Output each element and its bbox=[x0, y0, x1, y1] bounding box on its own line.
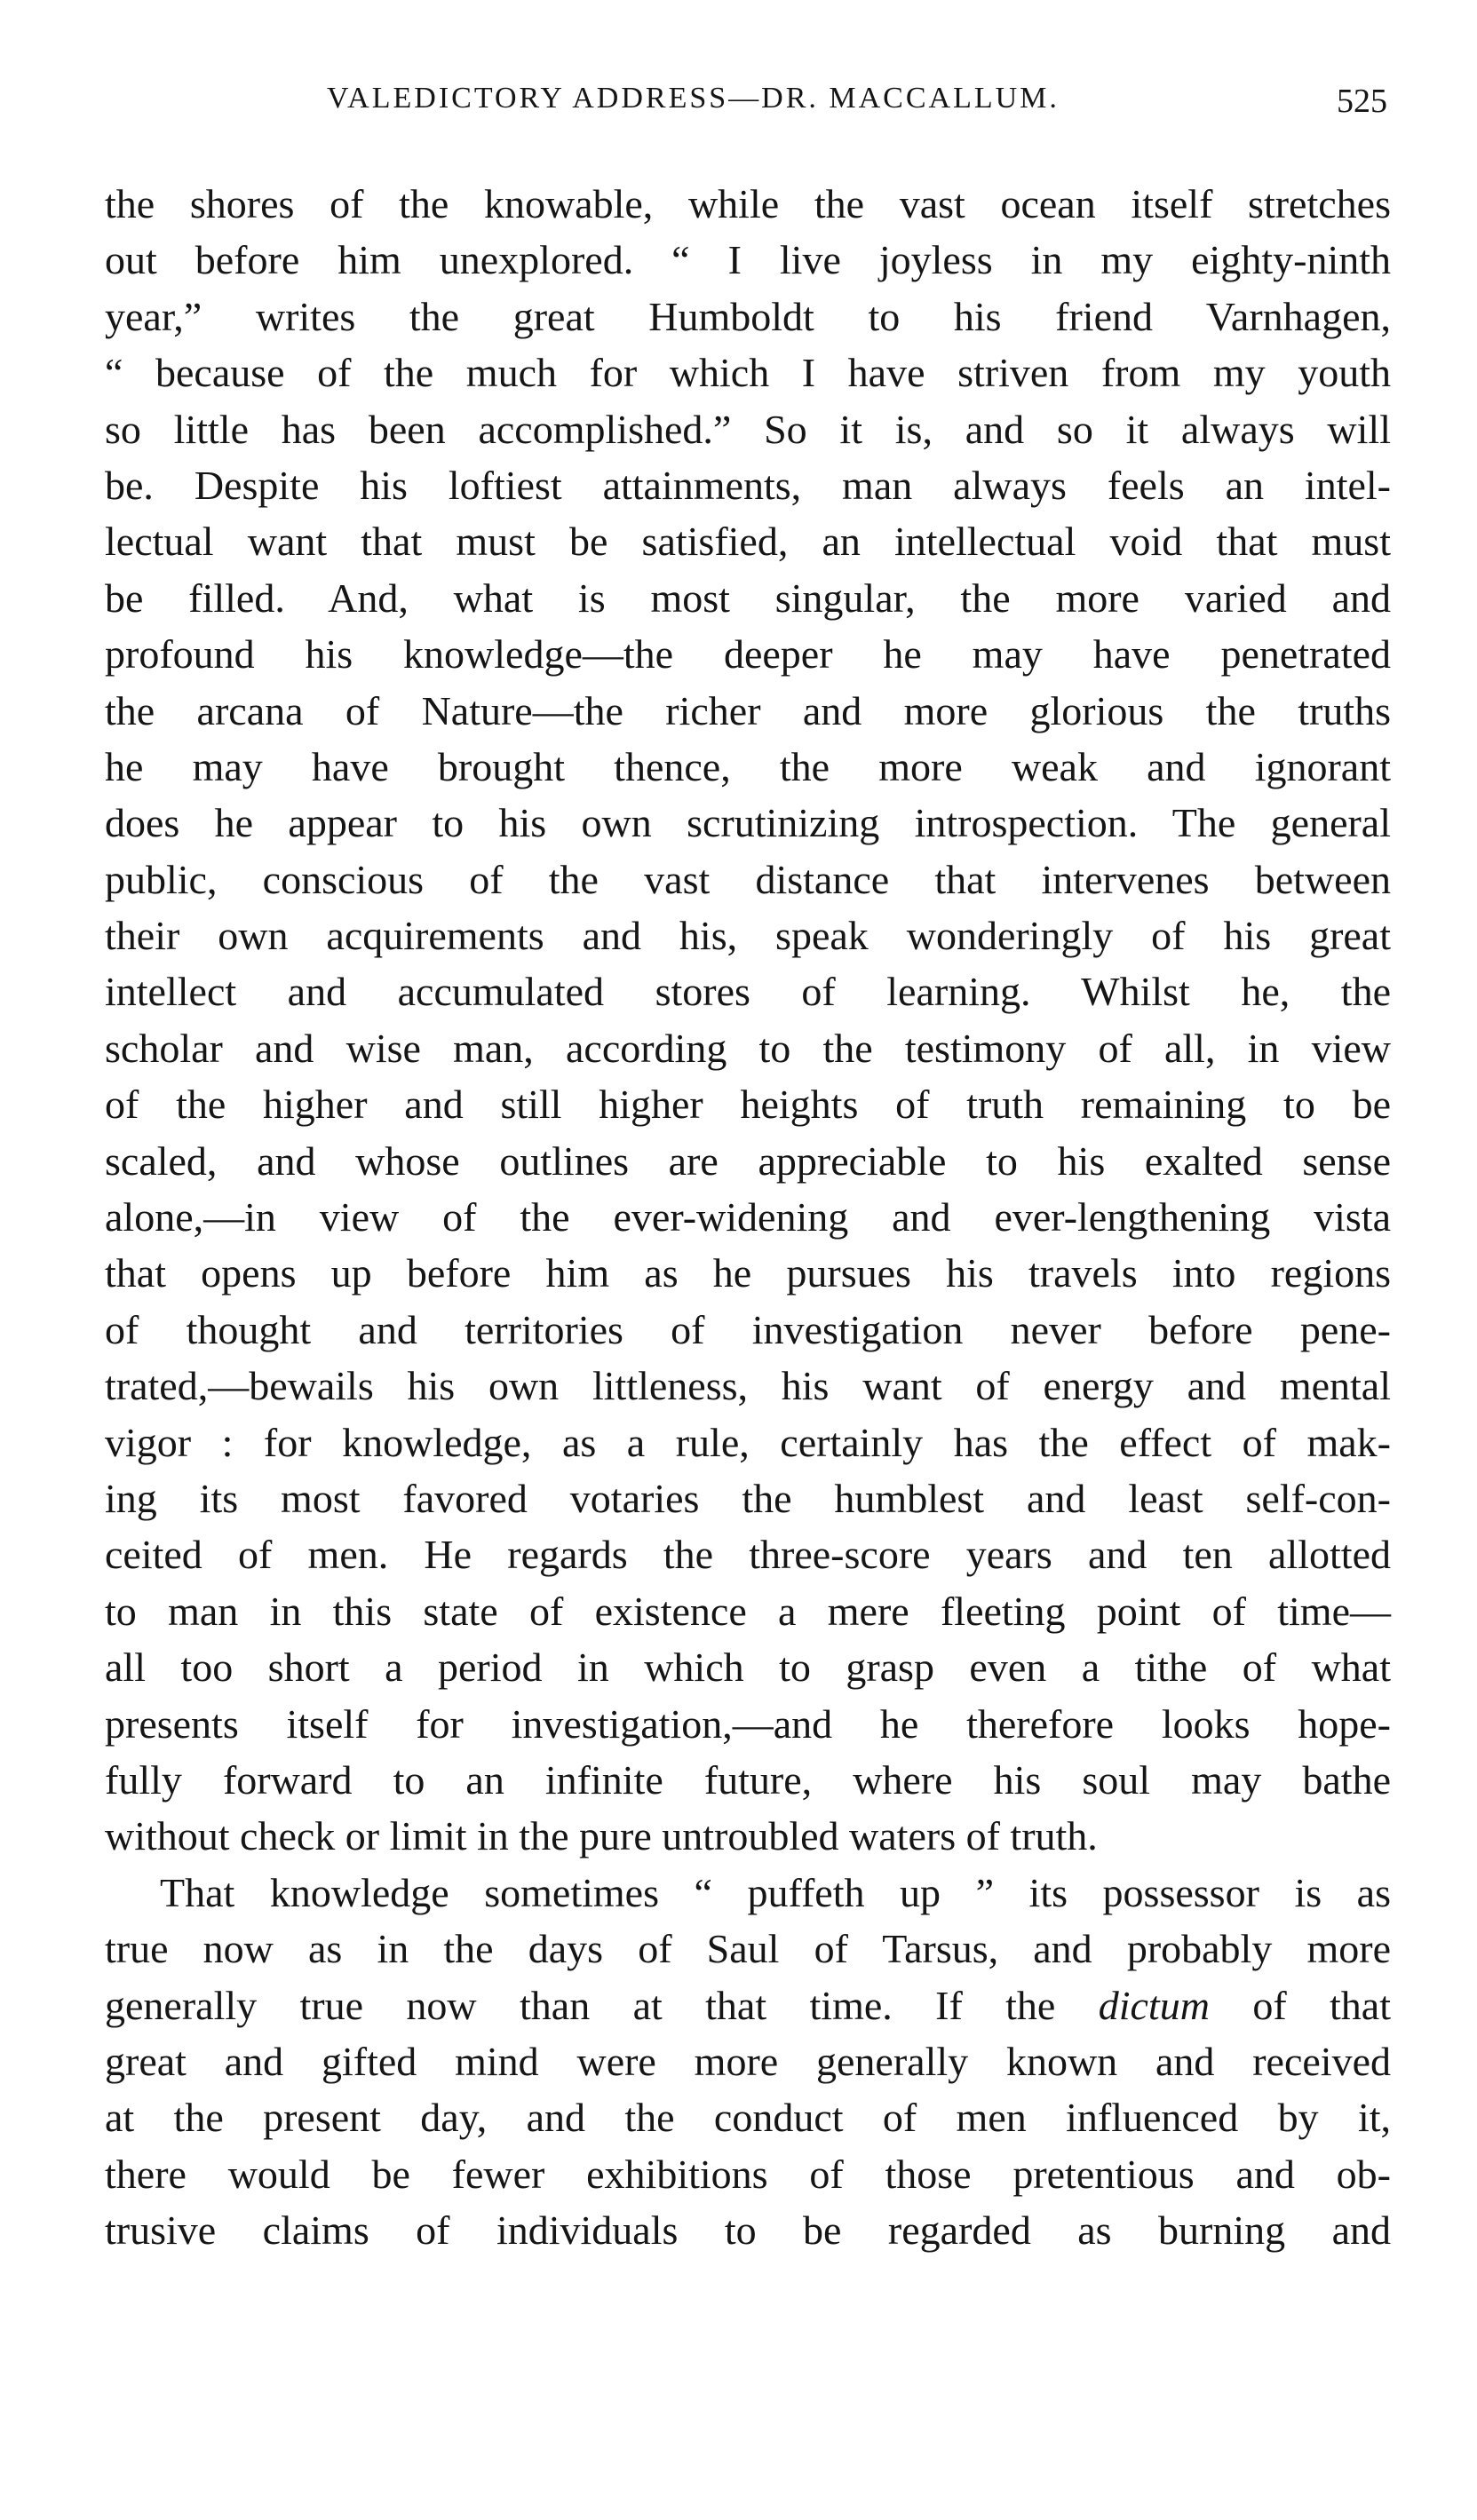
text-line: vigor : for knowledge, as a rule, certainly has the effect of mak- bbox=[105, 1419, 1391, 1465]
text-line: there would be fewer exhibitions of those pretentious and ob- bbox=[105, 2151, 1391, 2197]
text-line: to man in this state of existence a mere fleeting point of time— bbox=[105, 1588, 1391, 1634]
text-line: presents itself for investigation,—and he therefore looks hope- bbox=[105, 1700, 1391, 1747]
text-line: scholar and wise man, according to the testimony of all, in view bbox=[105, 1025, 1391, 1071]
text-line: scaled, and whose outlines are appreciable to his exalted sense bbox=[105, 1137, 1391, 1184]
text-line: true now as in the days of Saul of Tarsus, and probably more bbox=[105, 1926, 1391, 1972]
text-segment: generally true now than at that time. If the bbox=[105, 1982, 1099, 2028]
text-line: that opens up before him as he pursues his travels into regions bbox=[105, 1250, 1391, 1296]
text-line: out before him unexplored. “ I live joyless in my eighty-ninth bbox=[105, 237, 1391, 283]
text-line: great and gifted mind were more generally known and received bbox=[105, 2038, 1391, 2084]
text-line: at the present day, and the conduct of men influenced by it, bbox=[105, 2095, 1391, 2141]
running-head bbox=[105, 82, 1410, 135]
running-title: VALEDICTORY ADDRESS—DR. MACCALLUM. bbox=[327, 82, 1060, 115]
text-line: ceited of men. He regards the three-score years and ten allotted bbox=[105, 1532, 1391, 1578]
text-line: public, conscious of the vast distance that intervenes between bbox=[105, 856, 1391, 902]
text-line: of the higher and still higher heights of truth remaining to be bbox=[105, 1082, 1391, 1128]
text-line: fully forward to an infinite future, where his soul may bathe bbox=[105, 1756, 1391, 1803]
text-line: does he appear to his own scrutinizing introspection. The general bbox=[105, 800, 1391, 846]
text-line: trated,—bewails his own littleness, his want of energy and mental bbox=[105, 1363, 1391, 1409]
paragraph-1 bbox=[105, 176, 1391, 1865]
text-line: be. Despite his loftiest attainments, man always feels an intel- bbox=[105, 462, 1391, 508]
text-line: trusive claims of individuals to be regarded as burning and bbox=[105, 2207, 1391, 2254]
paragraph-2 bbox=[105, 1865, 1391, 2259]
text-line: be filled. And, what is most singular, the more varied and bbox=[105, 575, 1391, 621]
text-line: profound his knowledge—the deeper he may have penetrated bbox=[105, 631, 1391, 678]
text-line: the arcana of Nature—the richer and more glorious the truths bbox=[105, 687, 1391, 733]
text-line: alone,—in view of the ever-widening and ever-lengthening vista bbox=[105, 1194, 1391, 1240]
text-line-with-italic bbox=[105, 1977, 1391, 2033]
text-line: intellect and accumulated stores of learning. Whilst he, the bbox=[105, 969, 1391, 1015]
text-line: “ because of the much for which I have striven from my youth bbox=[105, 350, 1391, 396]
text-line: lectual want that must be satisfied, an intellectual void that must bbox=[105, 519, 1391, 565]
body-text bbox=[105, 176, 1391, 2258]
text-line: all too short a period in which to grasp even a tithe of what bbox=[105, 1644, 1391, 1691]
text-line: the shores of the knowable, while the vast ocean itself stretches bbox=[105, 181, 1391, 226]
text-line: of thought and territories of investigation never before pene- bbox=[105, 1306, 1391, 1352]
text-segment: of that bbox=[1209, 1982, 1391, 2028]
text-line: so little has been accomplished.” So it is, and so it always will bbox=[105, 406, 1391, 452]
page-number: 525 bbox=[1337, 83, 1387, 120]
text-line: year,” writes the great Humboldt to his friend Varnhagen, bbox=[105, 293, 1391, 339]
text-line: without check or limit in the pure untroubled waters of truth. bbox=[105, 1813, 1098, 1859]
italic-term-dictum: dictum bbox=[1098, 1982, 1210, 2028]
text-line: he may have brought thence, the more weak and ignorant bbox=[105, 743, 1391, 789]
text-line: That knowledge sometimes “ puffeth up ” its possessor is as bbox=[160, 1869, 1391, 1915]
text-line: their own acquirements and his, speak wonderingly of his great bbox=[105, 913, 1391, 959]
text-line: ing its most favored votaries the humblest and least self-con- bbox=[105, 1475, 1391, 1521]
